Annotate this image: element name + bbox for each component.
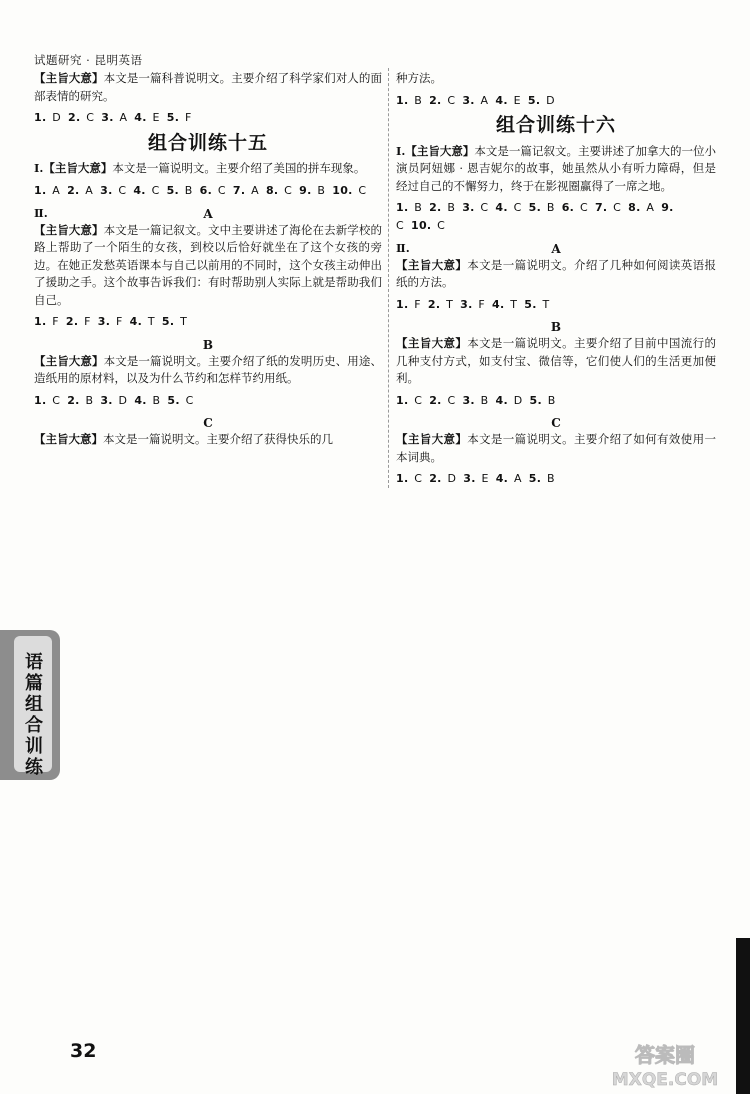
answer-number: 2.: [429, 93, 442, 107]
answer-number: 4.: [495, 201, 508, 214]
answer-number: 5.: [524, 297, 537, 311]
answer-value: C: [509, 201, 522, 214]
answer-value: T: [442, 297, 454, 311]
answer-value: B: [543, 393, 556, 407]
answer-number: 3.: [463, 472, 476, 485]
answer-value: C: [443, 393, 456, 407]
answer-item: [167, 184, 193, 197]
answer-value: C: [114, 183, 127, 197]
answer-value: A: [247, 183, 259, 197]
answer-item: [34, 315, 59, 328]
answer-number: 4.: [492, 297, 505, 311]
answer-value: F: [181, 111, 192, 124]
answer-row: [34, 109, 382, 127]
answer-item: [492, 298, 517, 311]
answer-item: [67, 394, 93, 407]
answer-value: D: [542, 93, 555, 107]
answer-number: 2.: [68, 111, 81, 124]
summary-tag: 【主旨大意】: [34, 71, 104, 85]
answer-item: [595, 201, 621, 214]
subsection-c: C: [551, 416, 561, 430]
answer-number: 4.: [495, 393, 508, 407]
watermark-logo: [590, 1040, 740, 1090]
answer-item: [100, 394, 127, 407]
answer-value: E: [477, 472, 489, 485]
answer-number: 2.: [429, 393, 442, 407]
answer-number: 9.: [299, 183, 312, 197]
continued-text: 种方法。: [396, 71, 442, 85]
answer-number: 4.: [133, 183, 146, 197]
answer-number: 2.: [65, 315, 79, 328]
answer-value: F: [410, 297, 421, 311]
answer-number: 4.: [134, 111, 147, 124]
a-summary: 【主旨大意】本文是一篇说明文。介绍了几种如何阅读英语报纸的方法。: [396, 257, 717, 289]
answer-row: [396, 470, 716, 488]
answer-value: T: [144, 315, 155, 328]
answer-number: 8.: [265, 183, 279, 197]
answer-item: [462, 394, 488, 407]
answer-row: [34, 182, 382, 200]
answer-item: [162, 315, 187, 328]
answer-value: C: [181, 393, 194, 407]
answer-value: A: [81, 183, 94, 197]
answer-value: C: [147, 183, 160, 197]
svg-text:MXQE.COM: MXQE.COM: [611, 1070, 719, 1090]
answer-number: 1.: [34, 393, 47, 407]
answer-number: 1.: [396, 93, 409, 107]
answer-item: [396, 472, 422, 485]
answer-value: B: [313, 183, 326, 197]
answer-number: 5.: [529, 393, 542, 407]
section-title-16: 组合训练十六: [495, 114, 616, 136]
answer-item: [134, 394, 160, 407]
answer-item: [98, 315, 123, 328]
answer-value: C: [576, 201, 588, 214]
answer-row: [396, 296, 716, 314]
answer-value: A: [48, 183, 61, 197]
answer-number: 4.: [495, 93, 508, 107]
answer-number: 10.: [332, 183, 353, 197]
answer-number: 5.: [166, 111, 180, 124]
answer-number: 3.: [101, 111, 114, 124]
answer-item: [529, 201, 555, 214]
answer-value: T: [506, 297, 518, 311]
answer-number: 3.: [100, 183, 113, 197]
answer-number: 1.: [396, 201, 409, 214]
answer-number: 3.: [97, 315, 111, 328]
answer-row: [396, 199, 716, 234]
answer-number: 3.: [462, 393, 475, 407]
side-tab-label: 语篇组合训练: [25, 652, 43, 778]
part1-summary: Ⅰ.【主旨大意】本文是一篇记叙文。主要讲述了加拿大的一位小演员阿妞娜 · 恩吉妮尔的故事，她虽然从小有听力障碍，但是经过自己的不懈努力，终于在影视圈赢得了一席之地。: [396, 143, 716, 193]
answer-item: [134, 111, 159, 124]
answer-value: F: [474, 297, 486, 311]
answer-number: 2.: [429, 201, 442, 214]
answer-item: [528, 94, 555, 107]
answer-number: 4.: [134, 393, 147, 407]
answer-value: D: [443, 472, 457, 485]
answer-value: C: [410, 393, 423, 407]
answer-value: B: [81, 393, 94, 407]
answer-number: 6.: [561, 201, 575, 214]
part1-summary: Ⅰ.【主旨大意】本文是一篇说明文。主要介绍了美国的拼车现象。: [34, 161, 366, 175]
answer-value: C: [609, 201, 622, 214]
answer-item: [167, 111, 192, 124]
answer-value: C: [443, 93, 456, 107]
answer-item: [68, 111, 94, 124]
answer-number: 1.: [396, 297, 409, 311]
answer-value: B: [476, 393, 489, 407]
answer-value: T: [176, 315, 188, 328]
answer-item: [428, 298, 453, 311]
answer-item: [130, 315, 155, 328]
answer-item: [101, 111, 127, 124]
answer-item: [34, 111, 61, 124]
answer-value: C: [280, 183, 293, 197]
c-summary: 【主旨大意】本文是一篇说明文。主要介绍了获得快乐的几: [34, 432, 333, 446]
answer-number: 2.: [67, 393, 80, 407]
answer-value: D: [114, 393, 128, 407]
answer-item: [462, 94, 488, 107]
subsection-b: B: [202, 337, 214, 352]
answer-value: C: [476, 201, 489, 214]
answer-number: 3.: [462, 93, 475, 107]
answer-number: 5.: [528, 472, 542, 485]
answer-item: [233, 184, 259, 197]
answer-item: [67, 184, 93, 197]
answer-item: [396, 201, 422, 214]
subsection-a: A: [551, 241, 561, 256]
answer-number: 8.: [628, 201, 641, 214]
answer-number: 5.: [527, 93, 541, 107]
answer-item: [495, 94, 520, 107]
answer-number: 7.: [232, 183, 246, 197]
b-summary: 【主旨大意】本文是一篇说明文。主要介绍了纸的发明历史、用途、造纸用的原材料，以及为什么节约和怎样节约用纸。: [34, 353, 383, 385]
side-tab: [0, 630, 60, 780]
answer-value: C: [433, 218, 446, 232]
answer-number: 5.: [528, 201, 542, 214]
answer-item: [429, 472, 456, 485]
column-divider: [388, 68, 389, 488]
svg-text:答案圈: 答案圈: [635, 1043, 695, 1067]
right-column: [396, 70, 716, 494]
answer-value: B: [148, 393, 161, 407]
answer-item: [524, 298, 549, 311]
answer-value: B: [443, 201, 456, 214]
answer-number: 1.: [34, 111, 47, 124]
answer-value: A: [476, 93, 489, 107]
answer-item: [34, 184, 60, 197]
answer-value: C: [82, 111, 95, 124]
answer-row: [396, 92, 716, 110]
answer-number: 9.: [661, 201, 674, 214]
answer-number: 1.: [396, 393, 409, 407]
page-number: 32: [70, 1040, 97, 1062]
subsection-c: C: [203, 416, 213, 430]
answer-value: C: [48, 393, 61, 407]
answer-number: 5.: [161, 315, 175, 328]
answer-value: B: [410, 93, 423, 107]
answer-value: F: [48, 315, 59, 328]
answer-item: [529, 472, 555, 485]
answer-value: T: [538, 297, 550, 311]
answer-value: B: [181, 183, 193, 197]
answer-item: [562, 201, 588, 214]
left-column: [34, 70, 382, 453]
answer-item: [66, 315, 91, 328]
answer-item: [496, 394, 523, 407]
answer-row: [34, 392, 382, 410]
answer-value: C: [410, 472, 423, 485]
answer-item: [429, 394, 455, 407]
answer-number: 1.: [396, 472, 409, 485]
answer-number: 4.: [129, 315, 143, 328]
answer-row: [396, 392, 716, 410]
answer-number: 2.: [67, 183, 80, 197]
answer-number: 5.: [166, 183, 179, 197]
subsection-a: A: [203, 206, 213, 221]
answer-item: [530, 394, 556, 407]
answer-number: 2.: [427, 297, 441, 311]
answer-value: A: [642, 201, 655, 214]
answer-item: [100, 184, 126, 197]
answer-number: 6.: [199, 183, 213, 197]
answer-item: [411, 219, 445, 232]
answer-item: [200, 184, 226, 197]
answer-item: [463, 472, 488, 485]
answer-value: B: [543, 472, 555, 485]
answer-value: D: [509, 393, 523, 407]
answer-value: C: [396, 218, 404, 232]
answer-item: [34, 394, 60, 407]
part2-heading: Ⅱ.: [34, 206, 48, 220]
part2-heading: Ⅱ.: [396, 241, 410, 255]
answer-item: [266, 184, 292, 197]
answer-value: C: [214, 183, 226, 197]
answer-value: D: [48, 111, 62, 124]
b-summary: 【主旨大意】本文是一篇说明文。主要介绍了目前中国流行的几种支付方式，如支付宝、微信等，它们使人们的生活更加便利。: [396, 336, 717, 385]
answer-number: 1.: [34, 315, 47, 328]
answer-number: 3.: [462, 201, 475, 214]
answer-value: E: [509, 93, 521, 107]
answer-number: 1.: [34, 183, 47, 197]
answer-item: [496, 472, 522, 485]
answer-value: A: [115, 111, 128, 124]
answer-item: [462, 201, 488, 214]
answer-value: B: [410, 201, 423, 214]
answer-number: 3.: [100, 393, 113, 407]
answer-item: [460, 298, 485, 311]
answer-item: [429, 94, 455, 107]
answer-number: 2.: [429, 472, 442, 485]
answer-value: A: [510, 472, 522, 485]
answer-item: [396, 298, 421, 311]
answer-item: [495, 201, 521, 214]
answer-number: 4.: [495, 472, 509, 485]
answer-value: C: [354, 183, 367, 197]
answer-item: [396, 94, 422, 107]
answer-item: [299, 184, 325, 197]
answer-value: F: [112, 315, 123, 328]
subsection-b: B: [550, 320, 562, 334]
answer-item: [332, 184, 366, 197]
answer-item: [429, 201, 455, 214]
answer-item: [133, 184, 159, 197]
c-summary: 【主旨大意】本文是一篇说明文。主要介绍了如何有效使用一本词典。: [396, 432, 717, 464]
answer-number: 5.: [167, 393, 180, 407]
answer-value: E: [148, 111, 160, 124]
section-title-15: 组合训练十五: [147, 131, 268, 154]
answer-value: F: [80, 315, 91, 328]
answer-row: [34, 313, 382, 331]
answer-number: 7.: [594, 201, 608, 214]
answer-number: 10.: [410, 218, 432, 232]
a-summary: 【主旨大意】本文是一篇记叙文。文中主要讲述了海伦在去新学校的路上帮助了一个陌生的女孩，到校以后恰好就坐在了这个女孩的旁边。在她正发愁英语课本与自己以前用的不同时，这个女孩主动伸出了援助之手。这个故事告诉我们：有时帮助别人实际上就是帮助我们自己。: [34, 222, 383, 307]
answer-item: [167, 394, 193, 407]
answer-item: [396, 394, 422, 407]
intro-summary: 【主旨大意】本文是一篇科普说明文。主要介绍了科学家们对人的面部表情的研究。: [34, 71, 383, 103]
answer-item: [628, 201, 654, 214]
answer-number: 3.: [460, 297, 473, 311]
page-header: 试题研究 · 昆明英语: [34, 53, 143, 67]
answer-value: B: [543, 201, 555, 214]
